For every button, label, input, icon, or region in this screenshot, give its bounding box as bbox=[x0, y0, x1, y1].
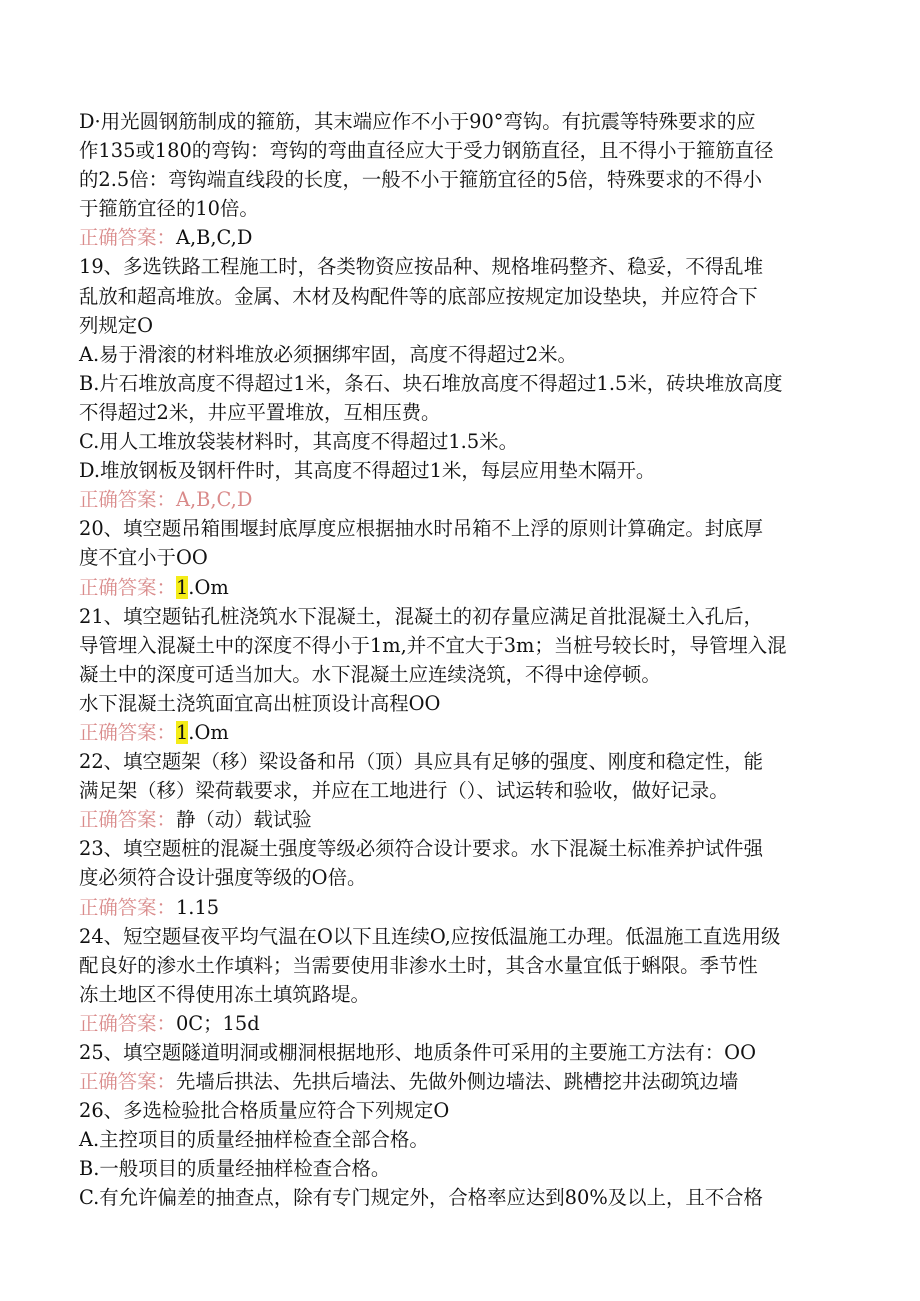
answer-value: 静（动）载试验 bbox=[175, 808, 312, 832]
question-26-line: 26、多选检验批合格质量应符合下列规定O bbox=[79, 1099, 450, 1123]
answer-label: 正确答案： bbox=[79, 1070, 176, 1094]
question-24-line: 配良好的渗水土作填料；当需要使用非渗水土时，其含水量宜低于蝌限。季节性 bbox=[79, 953, 758, 977]
option-line: A.易于滑滚的材料堆放必须捆绑牢固，高度不得超过2米。 bbox=[79, 342, 577, 366]
question-20-line: 20、填空题吊箱围堰封底厚度应根据抽水时吊箱不上浮的原则计算确定。封底厚 bbox=[79, 517, 763, 541]
answer-label: 正确答案： bbox=[79, 1011, 176, 1035]
text-line: 作135或180的弯钩：弯钩的弯曲直径应大于受力钢筋直径，且不得小于箍筋直径 bbox=[79, 139, 774, 163]
answer-line-25 bbox=[79, 1067, 869, 1096]
question-23-line: 23、填空题桩的混凝土强度等级必须符合设计要求。水下混凝土标准养护试件强 bbox=[79, 837, 763, 861]
question-21-line: 21、填空题钻孔桩浇筑水下混凝土，混凝土的初存量应满足首批混凝土入孔后， bbox=[79, 604, 763, 628]
option-line: B.片石堆放高度不得超过1米，条石、块石堆放高度不得超过1.5米，砖块堆放高度 bbox=[79, 371, 783, 395]
option-line: B.一般项目的质量经抽样检查合格。 bbox=[79, 1157, 391, 1181]
question-21-line: 水下混凝土浇筑面宜高出桩顶设计高程OO bbox=[79, 691, 441, 715]
answer-value: .Om bbox=[188, 575, 229, 599]
text-line: D·用光圆钢筋制成的箍筋，其末端应作不小于90°弯钩。有抗震等特殊要求的应 bbox=[79, 110, 756, 133]
answer-label: 正确答案： bbox=[79, 895, 176, 919]
option-line: A.主控项目的质量经抽样检查全部合格。 bbox=[79, 1128, 429, 1152]
answer-label: 正确答案： bbox=[79, 575, 176, 599]
question-19-line: 列规定O bbox=[79, 313, 154, 337]
answer-label: 正确答案： bbox=[79, 226, 176, 250]
document-content bbox=[79, 107, 869, 1213]
highlighted-answer-digit: 1 bbox=[175, 575, 189, 599]
question-21-line: 凝土中的深度可适当加大。水下混凝土应连续浇筑，不得中途停顿。 bbox=[79, 662, 661, 686]
answer-value: 先墙后拱法、先拱后墙法、先做外侧边墙法、跳槽挖井法砌筑边墙 bbox=[175, 1070, 739, 1094]
answer-value: A,B,C,D bbox=[175, 226, 253, 250]
answer-line-23 bbox=[79, 893, 869, 922]
answer-line-18 bbox=[79, 223, 869, 252]
question-24-line: 冻土地区不得使用冻土填筑路堤。 bbox=[79, 982, 370, 1006]
text-line: 于箍筋宜径的10倍。 bbox=[79, 197, 259, 221]
answer-value: 0C；15d bbox=[175, 1011, 260, 1035]
option-line: C.用人工堆放袋装材料时，其高度不得超过1.5米。 bbox=[79, 430, 518, 454]
question-22-line: 22、填空题架（移）梁设备和吊（顶）具应具有足够的强度、刚度和稳定性，能 bbox=[79, 750, 763, 774]
answer-value: A,B,C,D bbox=[175, 488, 253, 512]
answer-value: 1.15 bbox=[175, 895, 220, 919]
answer-line-19 bbox=[79, 485, 869, 514]
answer-label: 正确答案： bbox=[79, 488, 176, 512]
answer-line-24 bbox=[79, 1009, 869, 1038]
question-23-line: 度必须符合设计强度等级的O倍。 bbox=[79, 866, 367, 890]
question-22-line: 满足架（移）梁荷载要求，并应在工地进行（）、试运转和验收，做好记录。 bbox=[79, 779, 729, 803]
option-line: 不得超过2米，井应平置堆放，互相压费。 bbox=[79, 400, 441, 424]
highlighted-answer-digit: 1 bbox=[175, 720, 189, 744]
option-line: C.有允许偏差的抽查点，除有专门规定外，合格率应达到80%及以上，且不合格 bbox=[79, 1186, 763, 1210]
question-19-line: 19、多选铁路工程施工时，各类物资应按品种、规格堆码整齐、稳妥，不得乱堆 bbox=[79, 255, 763, 279]
question-25-line: 25、填空题隧道明洞或棚洞根据地形、地质条件可采用的主要施工方法有：OO bbox=[79, 1041, 756, 1064]
question-24-line: 24、短空题昼夜平均气温在O以下且连续O,应按低温施工办理。低温施工直选用级 bbox=[79, 924, 781, 948]
answer-label: 正确答案： bbox=[79, 808, 176, 832]
question-19-line: 乱放和超高堆放。金属、木材及构配件等的底部应按规定加设垫块，并应符合下 bbox=[79, 284, 758, 308]
answer-value: .Om bbox=[188, 720, 229, 744]
answer-label: 正确答案： bbox=[79, 720, 176, 744]
question-21-line: 导管埋入混凝土中的深度不得小于1m,并不宜大于3m；当桩号较长时，导管埋入混 bbox=[79, 633, 787, 657]
answer-line-20 bbox=[79, 573, 869, 602]
option-line: D.堆放钢板及钢杆件时，其高度不得超过1米，每层应用垫木隔开。 bbox=[79, 459, 656, 483]
text-line: 的2.5倍：弯钩端直线段的长度，一般不小于箍筋宜径的5倍，特殊要求的不得小 bbox=[79, 168, 763, 192]
question-20-line: 度不宜小于OO bbox=[79, 546, 208, 570]
answer-line-21 bbox=[79, 718, 869, 747]
answer-line-22 bbox=[79, 805, 869, 834]
